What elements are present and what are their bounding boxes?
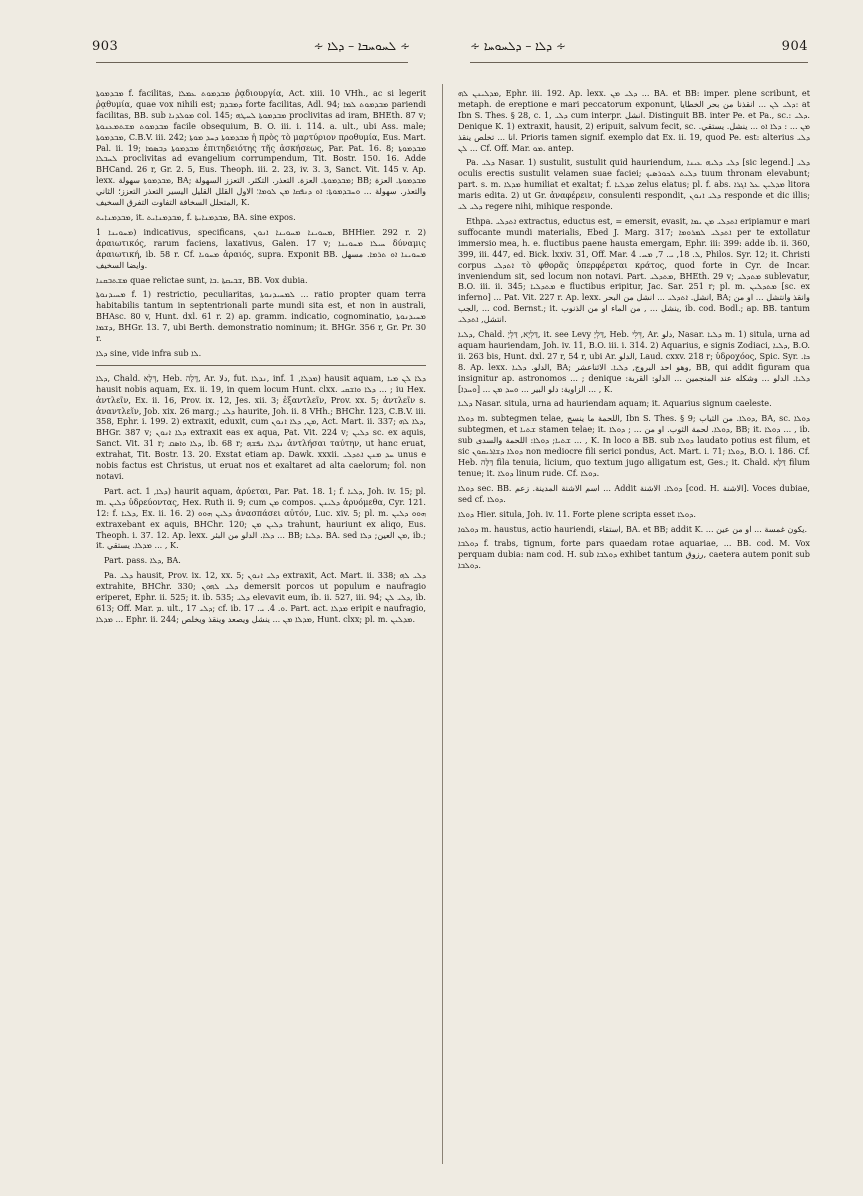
dictionary-entry: ܕܘܠܘܐ m. haustus, actio hauriendi, استقاء, BA. et BB; addit K. ... يكون غمسة ... او من عين. <box>458 523 808 534</box>
dictionary-subentry: Part. pass. ܕܠܐ, BA. <box>104 555 181 566</box>
left-running-title: ∻ ܠܚܘܚܒܐ – ܕܠܐ ∻ <box>313 38 410 53</box>
dictionary-subentry: Ethpa. ܐܬܕܠܝ extractus, eductus est, = emersit, evasit, ܐܬܕܠܝ ܡܢ ܝܡܐ eripiamur e mari suffocante mundi materialis, Ebed J. Marg. 317; ܐܬܕܠܝ ܠܡܪܘܡܐ per te extollatur immersio mea, h. e. fluctibus paene hausta emergam, Ephr. iii: 399: adde ib. ii. 360, 399, iii. 447, ed. Bick. lxxiv. 31, Off. Mar. ܠ. 18, ܝ. 7, ܡܚ. 4, Philos. Syr. 12; it. Christi corpus ܐܬܕܠܝ τὸ φθορᾶς ὑπερφέρεται κράτος, quod forte in Cyr. de Incar. inveniendum sit, sed locum non notavi. Part. ܡܬܕܠܝ, BHEth. 29 v; ܡܬܕܠܝ sublevatur, B.O. iii. ii. 345; ܡܬܕܠܝܐ e fluctibus eripitur, Jac. Sar. 251 r; pl. m. ܡܬܕܠܝܢ [sc. ex inferno] ... Pat. Vit. 227 r. Ap. lexx. انشل. ܐܬܕܠܝ ... انشل من البحر, BA; وانقذ وانتشل ... او من الجب, ... cod. Bernst.; it. ينشل ... , من الماء او من الذنوب, ib. cod. Bodl.; ap. BB. tantum انتشل, ܐܬܕܠܝ. <box>458 215 810 325</box>
left-page-header <box>92 34 410 58</box>
right-page-header <box>470 34 808 58</box>
section-rule <box>96 365 426 366</box>
dictionary-entry: ܕܠܐ sine, vide infra sub ܠܐ. <box>96 347 202 358</box>
right-running-title: ∻ ܕܠܐ – ܕܠܚܘܚܐ ∻ <box>470 38 566 53</box>
dictionary-entry: ܕܠܝܐ Nasar. situla, urna ad hauriendam aquam; it. Aquarius signum caeleste. <box>458 398 772 409</box>
dictionary-entry: ܕܘܠܐ Hier. situla, Joh. iv. 11. Forte plene scripta esset ܕܘܠܐ. <box>458 508 696 519</box>
dictionary-entry: ܕܘܠܐ m. subtegmen telae, اللحمة ما ينسج, Ibn S. Thes. § 9; ܕܘܠܐ. من الثياب, BA, sc. ܕܘܠܐ subtegmen, et ܫܬܝܐ stamen telae; it. ܕܘܠܐ. لحمة الثوب. او من ... ; ܕܘܠܐ, BB; it. ܕܘܠܐ ... , ib. sub ܫܬܝܐ; ܕܘܠܐ: اللحمة والسدى ... , K. In loco a BB. sub ܕܘܠܐ laudato potius est filum, et sic ܕܘܠܐ ܕܫܐܪܝܩܘܢ non mediocre fili serici pondus, Act. Mart. i. 71; ܕܘܠܐ, B.O. i. 186. Cf. Heb. דַּלָּה fila tenuia, licium, quo textum jugo alligatum est, Ges.; it. Chald. דַּלָּא filum tenue; it. ܕܘܠܐ linum rude. Cf. ܕܘܠܐ. <box>458 413 810 478</box>
column-divider <box>442 84 443 1164</box>
dictionary-entry: ܕܠܝܐ, Chald. דַּלְיָא, דַּלְיָ, it. see Levy דַּלְיָ, Heb. דְּלִי, Ar. دلو, Nasar. ܕܠܝܐ m. 1) situla, urna ad aquam hauriendam, Joh. iv. 11, B.O. iii. i. 314. 2) Aquarius, e signis Zodiaci, ܕܠܝܐ, B.O. ii. 263 bis, Hunt. dxl. 27 r, 54 r, ubi Ar. الدلو, Laud. cxxv. 218 r; ὑδροχόος, Spic. Syr. ܟܐ. 8. Ap. lexx. الدلو. ܕܠܝܐ, BA; وهو احد البروج, ܕܠܝܐ. الاثناعشر, BB, qui addit figuram qua insignitur ap. astronomos ... ; denique ܕܠܝܐ. الدلو ... وشكله عند المنجمين ... الدلو: القربة: الزاوية: دلو البير ... ܘܚܕ ܡܢ ... [ܘܚܕܐ] ... , K. <box>458 329 810 394</box>
dictionary-subentry: Pa. ܕܠܝ hausit, Prov. ix. 12, xx. 5; ܕܠܝ ܐܢܘܢ extraxit, Act. Mart. ii. 338; ܕܠܝ ܠܗ extrahite, BHChr. 330; ܕܠܝ ܠܗܘܢ demersit porcos ut populum e naufragio eriperet, Ephr. ii. 525; it. ib. 535; ܕܠܝ elevavit eum, ib. ii. 527, iii. 94; ܕܠܝ ܠܢ, ib. 613; Off. Mar. ܡ. ult., ܕܠܝ 17; cf. ib. ܘ. 4. ܝ. 17. Part. act. ܡܕܠܐ eripit e naufragio, ܡܕܠܐ ... Ephr. ii. 244; ܡܕܠܐ ܡܢ ... ينشل ويصعد وينقذ ويخلص, Hunt. clxx; pl. m. ܡܕܠܝܢ. <box>96 570 426 624</box>
dictionary-subentry: Pa. ܕܠܝ Nasar. 1) sustulit, sustulit quid hauriendum, ܕܠܝ ܕܠܝܗ ܥܝܢܐ [sic legend.] ܕܠܝ oculis erectis sustulit velamen suae faciei; ܕܠܝܬ ܠܟܘܪܣܝܟ tuum thronam elevabunt; part. s. m. ܡܕܠܐ humiliat et exaltat; f. ܡܕܠܝܐ zelus elatus; pl. f. abs. ܡܕܠܝܢ ܥܠ ܐܓܪܐ litora maris edita. 2) ut Gr. ἀναφέρειν, consulenti respondit, ܕܠܝ ܐܢܘܢ responde et dic illis; ܕܠܝ ܠܝ regere nihi, mihique responde. <box>458 157 810 212</box>
right-page-number: 904 <box>781 38 808 54</box>
dictionary-entry: ܡܚܝܕܢܘܬܐ f. 1) restrictio, peculiaritas, ܠܡܚܝܕܢܘܬܐ ... ratio propter quam terra habitabilis tantum in septentrionali parte mundi sita est, et non in australi, BHAsc. 80 v, Hunt. dxl. 61 r. 2) ap. gramm. indicatio, cognominatio, ܡܚܝܕܢܘܬܐ ܕܫܡܐ, BHGr. 13. 7, ubi Berth. demonstratio nominum; it. BHGr. 356 r, Gr. Pr. 30 r. <box>96 289 426 344</box>
right-column <box>458 88 810 1173</box>
dictionary-entry: ܡܚܘܝܢܐ 1) indicativus, specificans, ܡܚܘܝܢܐ ܡܚܘܝܢܐ ܐܢܘܢ, BHHier. 292 r. 2) ἀραιωτικός, rarum faciens, laxativus, Galen. 17 v; ܚܝܠܐ ܡܚܘܝܢܐ δύναμις ἀραιωτική, ib. 58 r. Cf. ܡܚܘܝܐ ἀραιός, supra. Exponit BB. ܡܚܘܝܢܐ ܐܘ ܬܪܡܐ. مسهل وايضا السخيف. <box>96 226 426 270</box>
dictionary-entry: ܡܕܠܝܢܢ ܠܗ, Ephr. iii. 192. Ap. lexx. ܕܠܝ ܡܢ ... BA. et BB: imper. plene scribunt, et metaph. de ereptione e mari peccatorum exponunt, ܕܠܝ ܠܢ ... انقذنا من بحر الخطايا: at Ibn S. Thes. § 28, c. 1, ܕܠܝ cum interpr. انشل. Distinguit BB. inter Pe. et Pa., sc.: ܕܠܝ. Denique K. 1) extraxit, hausit, 2) eripuit, salvum fecit, sc. ܡܢ ... : ܕܠܐ ܐܘ ... ينشل. يستقي. انا ... تخلص ينقذ. Prioris tamen signif. exemplo dat Ex. ii. 19, quod Pe. est: alterius ܕܠܝ ܠܢ ... Cf. Off. Mar. ܡܘ. antep. <box>458 88 810 153</box>
dictionary-entry: ܡܒܕܡܢܐܝܬ, it. ܡܒܕܡܢܐܝܬ, f. ܡܒܕܡܢܐܝܬܐ, BA. sine expos. <box>96 211 296 222</box>
dictionary-entry: ܡܒܕܡܘܬܐ f. facilitas, ܡܒܕܡܘܬ ܥܡܠܐ ῥᾳδιουργία, Act. xiii. 10 VHh., ac si legerit ῥᾳθυμία, quae vox nihili est; ܕܡܒܕܡ forte facilitas, Adl. 94; ܡܒܕܡܘܬ ܠܡܐ pariendi facilitas, BB. sub ܡܘܠܕܢܐ col. 145; ܡܒܕܡܘܬܐ ܠܚܛܗ proclivitas ad iram, BHEth. 87 v; ܡܒܕܡܘܬ ܡܫܬܡܥܢܘܬܐ facile obsequium, B. O. iii. i. 114. a. ult., ubi Ass. male; ܡܒܕܡܘܬܐ, C.B.V. iii. 242; ܡܒܕܡܘܬܐ ܕܚܕ ܡܘܬܐ ἡ πρὸς τὸ μαρτύριον προθυμία, Eus. Mart. Pal. ii. 19; ܡܒܕܡܘܬܐ ܕܒܣܡܐ ἐπιτηδειότης τῆς ἀσκήσεως, Par. Pat. 16. 8; ܡܒܕܡܘܬܐ ܠܚܒܠܐ proclivitas ad evangelium corrumpendum, Tit. Bostr. 150. 16. Adde BHCand. 26 r, Gr. 2. 5, Eus. Theoph. iii. 2. 23, iv. 3. 3, Sanct. Vit. 145 v. Ap. lexx. ܡܒܕܡܘܬܐ سهولة, BA; ܡܒܕܡܘܬܐ. العزة. التعذر. التكثر. التعزز السهولة; BB; ܡܒܕܡܘܬܐ. العزة والتعذر. سهولة ... ܘܚܒܕܡܘܬܐ: ܐܘ ܕܢܦܩܐ ܡܢ ܠܘܡܐ؛ الاول القلل القليل اليسير التعذر التعزز؛ الثاني المتحلل السخافة التفاوت التفرق السخيف, K. <box>96 88 426 208</box>
dictionary-entry: ܕܠܐ, Chald. דְּלָא, Heb. דָּלָה, Ar. دلا, fut. ܢܕܠܐ, inf. ܡܕܠܐ, 1) hausit aquam, ܕܠܐ ܠܢ ܡܝܐ hausit nobis aquam, Ex. ii. 19, in quem locum Hunt. clxx. ܕܠܐ ܘܐܫܩܝ ... ; iu Hex. ἀντλεῖν, Ex. ii. 16, Prov. ix. 12, Jes. xii. 3; ἐξαντλεῖν, Prov. xx. 5; ἀντλεῖν s. ἀναντλεῖν, Job. xix. 26 marg.; ܕܠܝ haurite, Joh. ii. 8 VHh.; BHChr. 123, C.B.V. iii. 358, Ephr. i. 199. 2) extraxit, eduxit, cum ܡܢ, ܕܠܐ ܐܢܘܢ, Act. Mart. ii. 337; ܕܠܐ ܠܗ, BHGr. 387 v; ܕܠܐ ܐܢܘܢ extraxit eas ex aqua, Pat. Vit. 224 v; ܕܠܝܢ sc. ex aquis, Sanct. Vit. 31 r; ܕܠܐ ܘܐܣܩ, ib. 68 r; ܢܕܠܐ ܢܦܫܗ ἀντλήσαι ταύτην, ut hanc eruat, extrahat, Tit. Bostr. 13. 20. Exstat etiam ap. Dawk. xxxii. ܚܕ ܡܢܢ ܐܬܕܠܝ unus e nobis factus est Christus, ut eruat nos et exaltaret ad alta caelorum; fol. non notavi. <box>96 372 426 481</box>
dictionary-entry: ܕܘܠܒܐ f. trabs, tignum, forte pars quaedam rotae aquariae, ... BB. cod. M. Vox perquam dubia: nam cod. H. sub ܕܘܠܒܐ exhibet tantum رزوق, caetera autem ponit sub ܕܘܠܒܐ. <box>458 538 810 571</box>
left-page-number: 903 <box>92 38 119 54</box>
left-header-rule <box>96 62 408 63</box>
dictionary-entry: ܡܫܬܒܩܢܐ quae relictae sunt, ܫܒܝܩܬܐ .ܒܐ, BB. Vox dubia. <box>96 274 308 285</box>
dictionary-subentry: Part. act. ܕܠܐ, 1) haurit aquam, ἀρύεται, Par. Pat. 18. 1; f. ܕܠܝܐ, Joh. iv. 15; pl. m. ܕܠܝܢ ὑδρεύοντας, Hex. Ruth ii. 9; cum ܡܢ compos. ܕܠܝܢܢ ἀρυόμεθα, Cyr. 121. 12: f. ܕܠܝܐ, Ex. ii. 16. 2) ܕܠܝܢ ܗܘܘ ἀνασπάσει αὐτόν, Luc. xiv. 5; pl. m. ܗܘܘ ܕܠܝܢ extraxebant ex aquis, BHChr. 120; ܕܠܝܢ ܡܢ trahunt, hauriunt ex aliqo, Eus. Theoph. i. 37. 12. Ap. lexx. ܕܠܐ. الدلو من البئر ... BB; ܕܠܝܐ. BA. sed ܡܢ العين; ܕܠܐ, ib.; it. ܡܕܠܐ. يستقي ... , K. <box>96 485 426 551</box>
right-header-rule <box>470 62 808 63</box>
dictionary-entry: ܕܘܠܐ sec. BB. اسم الاشنة المدينة. زعم ... Addit ܕܘܠܐ. الاشنة [cod. H. الاشنة]. Voces dubiae, sed cf. ܕܘܠܐ. <box>458 482 810 504</box>
left-column <box>96 88 426 1173</box>
